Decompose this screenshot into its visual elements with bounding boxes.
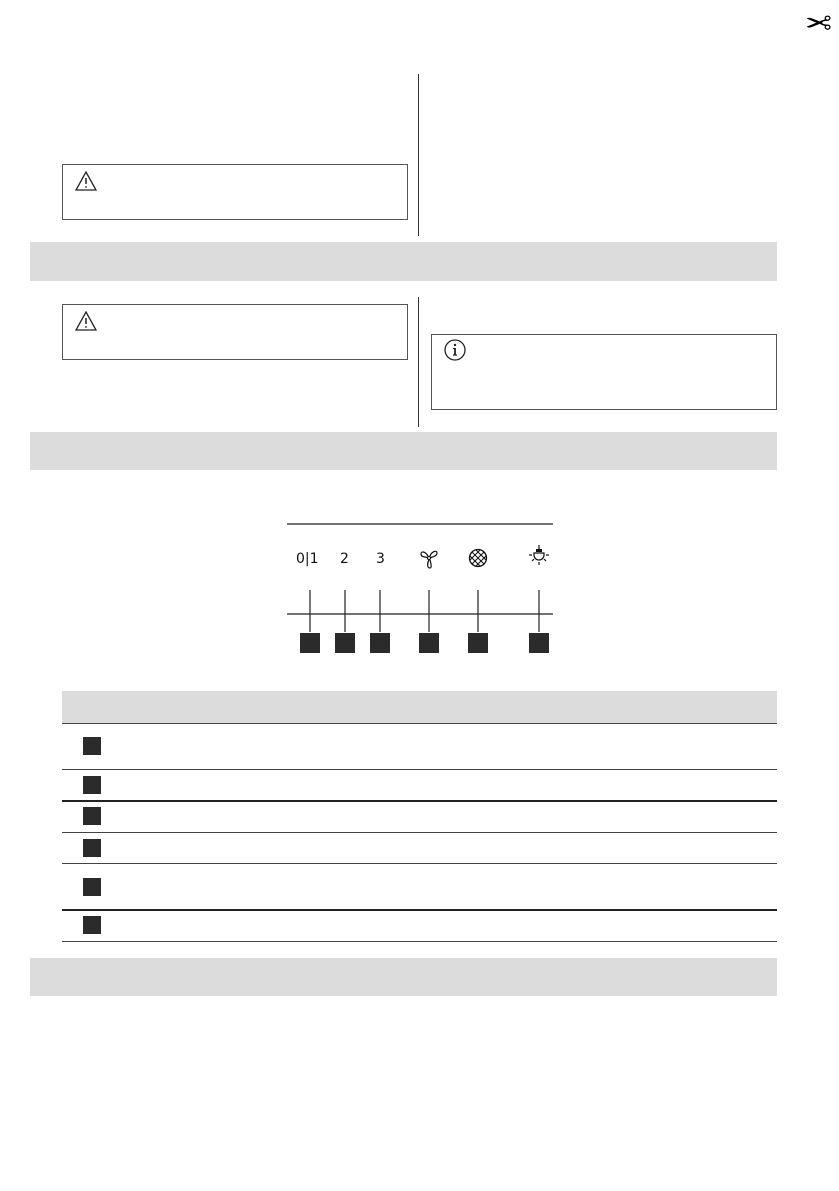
callout-marker-5: [468, 633, 488, 653]
control-panel-diagram: [285, 520, 555, 660]
table-rule: [62, 941, 777, 942]
column-divider: [418, 297, 419, 427]
section-header-band: [30, 242, 777, 281]
info-box: [431, 334, 777, 410]
table-rule: [62, 769, 777, 770]
power-button-label: 0|1: [296, 551, 319, 567]
table-row-marker: [83, 916, 101, 934]
warning-box: [62, 164, 408, 220]
table-row-marker: [83, 839, 101, 857]
warning-triangle-icon: [75, 311, 97, 331]
callout-marker-3: [370, 633, 390, 653]
grease-filter-icon: [468, 548, 488, 568]
fan-icon: [419, 548, 439, 570]
light-bulb-icon: [528, 544, 550, 568]
table-rule: [62, 909, 777, 911]
table-row-marker: [83, 776, 101, 794]
callout-marker-6: [529, 633, 549, 653]
column-divider: [418, 74, 419, 236]
table-row-marker: [83, 878, 101, 896]
speed-3-button-label: 3: [376, 551, 385, 567]
table-row-marker: [83, 807, 101, 825]
callout-marker-2: [335, 633, 355, 653]
warning-box: [62, 304, 408, 360]
section-header-band: [30, 432, 777, 470]
callout-marker-4: [419, 633, 439, 653]
table-row-marker: [83, 737, 101, 755]
warning-triangle-icon: [75, 171, 97, 191]
info-circle-icon: [444, 339, 466, 361]
scissors-icon: ✂: [805, 3, 832, 41]
section-header-band: [30, 958, 777, 996]
callout-marker-1: [300, 633, 320, 653]
table-rule: [62, 723, 777, 724]
table-rule: [62, 863, 777, 864]
table-rule: [62, 832, 777, 833]
speed-2-button-label: 2: [340, 551, 349, 567]
table-header: [62, 691, 777, 723]
table-rule: [62, 800, 777, 802]
